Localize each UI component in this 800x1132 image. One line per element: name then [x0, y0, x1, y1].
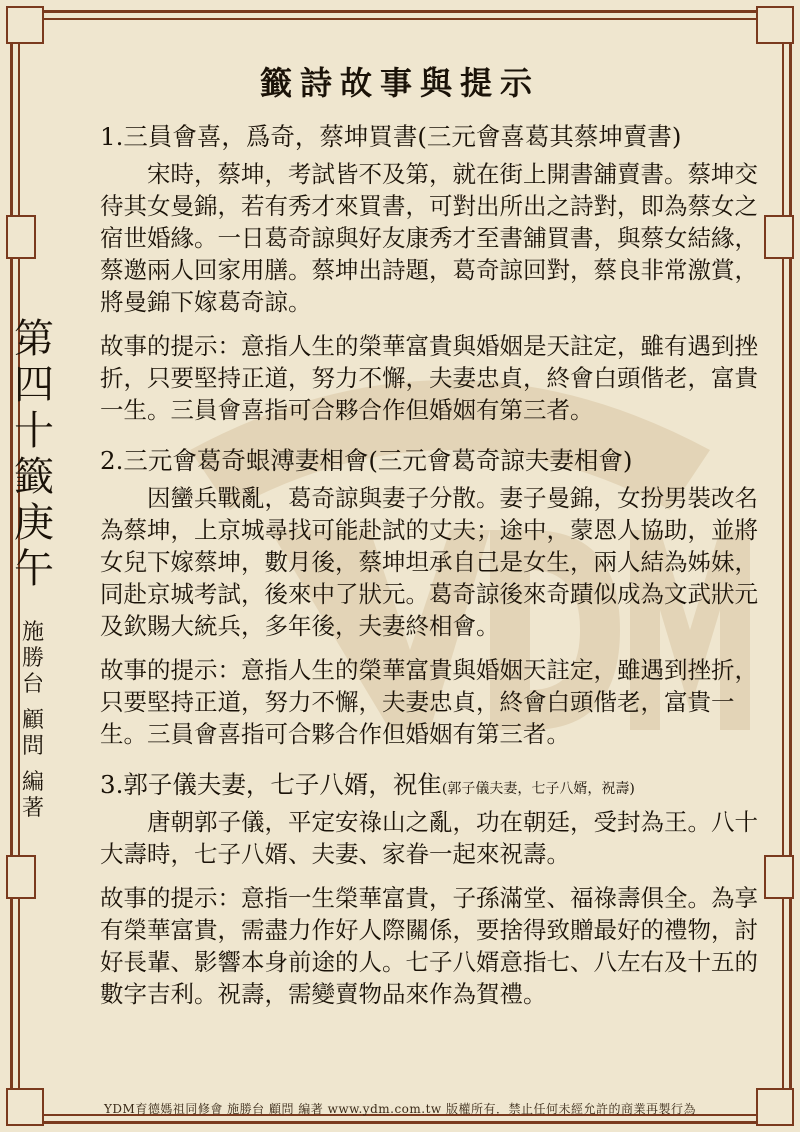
section-heading: 3.郭子儀夫妻，七子八婿，祝隹(郭子儀夫妻，七子八婿，祝壽): [100, 770, 635, 799]
author-char: 顧: [21, 708, 44, 733]
author-char: 著: [21, 796, 44, 821]
author-char: 施: [21, 620, 44, 645]
page-title: 籤詩故事與提示: [259, 64, 540, 102]
story-tip: 故事的提示：意指一生榮華富貴，子孫滿堂、福祿壽俱全。為享有榮華富貴，需盡力作好人際關係，要捨得致贈最好的禮物，討好長輩、影響本身前途的人。七子八婿意指七、八左右及十五的數字吉利。祝壽，需變賣物品來作為賀禮。: [100, 884, 758, 1008]
section-heading: 1.三員會喜，爲奇，蔡坤買書(三元會喜葛其蔡坤賣書): [100, 122, 682, 151]
author-char: 勝: [21, 646, 44, 671]
author-char: 編: [21, 770, 44, 795]
side-author: [10, 620, 56, 822]
section-heading: 2.三元會葛奇蛝溥妻相會(三元會葛奇諒夫妻相會): [100, 446, 633, 475]
frame-notch: [6, 855, 36, 899]
story-tip: 故事的提示：意指人生的榮華富貴與婚姻是天註定，雖有遇到挫折，只要堅持正道，努力不懈，夫妻忠貞，終會白頭偕老，富貴一生。三員會喜指可合夥合作但婚姻有第三者。: [100, 332, 758, 424]
story-text: 唐朝郭子儀，平定安祿山之亂，功在朝廷，受封為王。八十大壽時，七子八婿、夫妻、家眷一起來祝壽。: [100, 808, 758, 868]
side-title-char: 庚: [14, 500, 54, 546]
footer-copyright: YDM育德媽祖同修會 施勝台 顧問 編著 www.ydm.com.tw 版權所有．禁止任何未經允許的商業再製行為: [104, 1102, 696, 1116]
story-tip: 故事的提示：意指人生的榮華富貴與婚姻天註定，雖遇到挫折，只要堅持正道，努力不懈，夫妻忠貞，終會白頭偕老，富貴一生。三員會喜指可合夥合作但婚姻有第三者。: [100, 656, 758, 748]
story-section: [100, 768, 770, 1010]
side-title: [8, 316, 60, 592]
author-char: 台: [21, 672, 44, 697]
side-title-char: 第: [14, 316, 54, 362]
story-text: 因蠻兵戰亂，葛奇諒與妻子分散。妻子曼錦，女扮男裝改名為蔡坤，上京城尋找可能赴試的丈夫；途中，蒙恩人協助，並將女兒下嫁蔡坤，數月後，蔡坤坦承自己是女生，兩人結為姊妹，同赴京城考試，後來中了狀元。葛奇諒後來奇蹟似成為文武狀元及欽賜大統兵，多年後，夫妻終相會。: [100, 484, 758, 640]
side-title-char: 午: [14, 546, 54, 592]
author-char: 問: [21, 734, 44, 759]
corner-ornament: [756, 6, 794, 44]
corner-ornament: [6, 6, 44, 44]
frame-notch: [6, 215, 36, 259]
side-title-char: 四: [14, 362, 54, 408]
story-section: [100, 444, 770, 750]
story-section: [100, 120, 770, 426]
main-content: [100, 120, 770, 1028]
side-title-char: 籤: [14, 454, 54, 500]
story-text: 宋時，蔡坤，考試皆不及第，就在街上開書舖賣書。蔡坤交待其女曼錦，若有秀才來買書，可對出所出之詩對，即為蔡女之宿世婚緣。一日葛奇諒與好友康秀才至書舖買書，與蔡女結緣，蔡邀兩人回家用膳。蔡坤出詩題，葛奇諒回對，蔡良非常激賞，將曼錦下嫁葛奇諒。: [100, 160, 758, 316]
side-title-char: 十: [14, 408, 54, 454]
